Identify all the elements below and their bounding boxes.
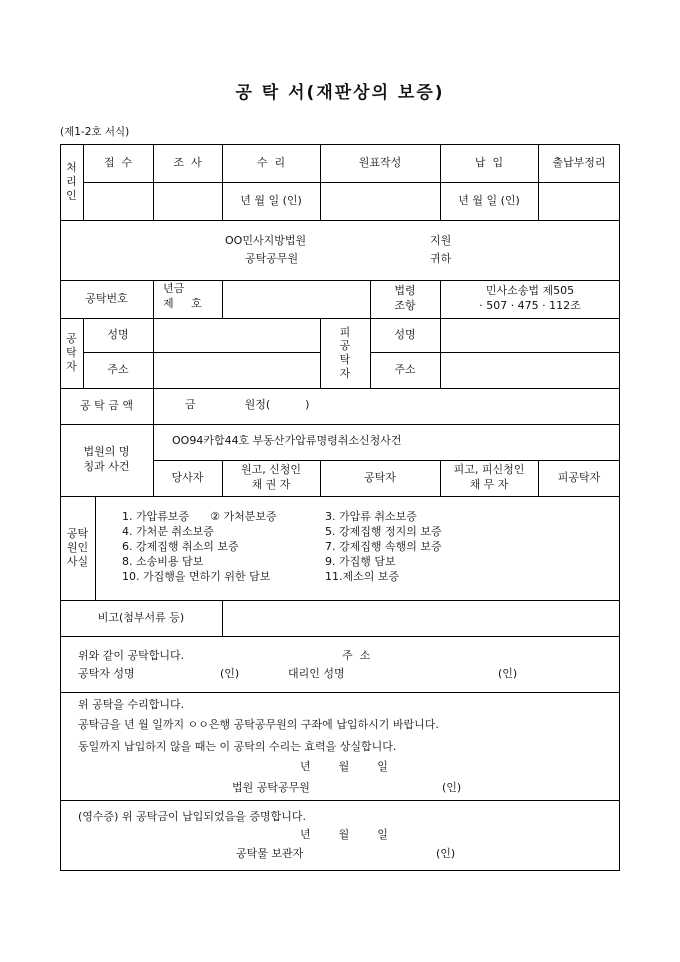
form-number: (제1-2호 서식) — [60, 126, 130, 138]
deposit-officer: 공탁공무원 — [245, 252, 299, 265]
reason-item: 3. 가압류 취소보증 — [325, 510, 417, 523]
receipt-line: (영수증) 위 공탁금이 납입되었음을 증명합니다. — [78, 810, 306, 823]
plaintiff-label: 원고, 신청인 채 권 자 — [240, 463, 302, 491]
acceptance-seal: (인) — [442, 781, 462, 794]
honorific: 귀하 — [430, 252, 452, 265]
depositor-label: 공 탁 자 — [66, 332, 77, 373]
reason-item: 9. 가집행 담보 — [325, 555, 396, 568]
processor-label: 처 리 인 — [66, 161, 77, 202]
acceptance-date-seal[interactable]: 년 월 일 (인) — [240, 193, 302, 207]
reason-item: 7. 강제집행 속행의 보증 — [325, 540, 442, 553]
deposit-number-label: 공탁번호 — [85, 291, 128, 305]
reason-item: 6. 강제집행 취소의 보증 — [122, 540, 239, 553]
receipt-date: 년 월 일 — [300, 828, 388, 841]
acceptance-signer: 법원 공탁공무원 — [232, 781, 310, 794]
receipt-seal: (인) — [436, 847, 456, 860]
header-acceptance: 수 리 — [256, 155, 286, 169]
amount-label: 공 탁 금 액 — [80, 398, 133, 412]
agent-seal: (인) — [498, 667, 518, 680]
header-investigation: 조 사 — [173, 155, 202, 169]
reason-item: 4. 가처분 취소보증 — [122, 525, 214, 538]
document-title: 공 탁 서(재판상의 보증) — [235, 83, 445, 103]
court-name: OO민사지방법원 — [225, 234, 307, 247]
case-depositee-label: 피공탁자 — [557, 470, 601, 484]
reason-item: 5. 강제집행 정지의 보증 — [325, 525, 442, 538]
defendant-label: 피고, 피신청인 채 무 자 — [453, 463, 525, 491]
header-ledger: 출납부정리 — [552, 155, 606, 169]
header-original-entry: 원표작성 — [358, 155, 402, 169]
amount-value: 금 원정( ) — [185, 398, 310, 411]
acceptance-line: 공탁금을 년 월 일까지 ㅇㅇ은행 공탁공무원의 구좌에 납입하시기 바랍니다. — [78, 718, 439, 731]
case-label: 법원의 명 칭과 사건 — [83, 445, 130, 473]
law-clause-label: 법령 조항 — [394, 284, 416, 312]
declaration-text: 위와 같이 공탁합니다. — [78, 649, 185, 662]
acceptance-line: 위 공탁을 수리합니다. — [78, 698, 185, 711]
case-depositor-label: 공탁자 — [364, 470, 396, 484]
depositor-seal: (인) — [220, 667, 240, 680]
remarks-label: 비고(첨부서류 등) — [97, 610, 185, 624]
depositor-name-label: 성명 — [107, 327, 129, 341]
receipt-signer: 공탁물 보관자 — [236, 847, 304, 860]
deposit-year-number: 년금 제 호 — [163, 282, 202, 310]
reason-item: 1. 가압류보증 ② 가처분보증 — [122, 510, 277, 523]
law-clause-value: 민사소송법 제505 · 507 · 475 · 112조 — [479, 284, 581, 312]
payment-date-seal[interactable]: 년 월 일 (인) — [458, 193, 520, 207]
case-name: OO94카합44호 부동산가압류명령취소신청사건 — [172, 434, 402, 447]
court-branch: 지원 — [430, 234, 452, 247]
header-payment: 납 입 — [474, 155, 504, 169]
party-label: 당사자 — [171, 470, 204, 484]
depositor-address-label: 주소 — [107, 362, 129, 376]
declaration-address: 주 소 — [342, 649, 371, 662]
agent-name-line: 대리인 성명 — [288, 667, 345, 680]
depositee-name-label: 성명 — [394, 327, 416, 341]
header-receipt: 접 수 — [103, 155, 133, 169]
depositor-name-line: 공탁자 성명 — [78, 667, 135, 680]
reason-label: 공탁 원인 사실 — [66, 527, 89, 568]
acceptance-line: 동일까지 납입하지 않을 때는 이 공탁의 수리는 효력을 상실합니다. — [78, 740, 397, 753]
reason-item: 8. 소송비용 담보 — [122, 555, 204, 568]
acceptance-date: 년 월 일 — [300, 760, 388, 773]
reason-item: 10. 가집행을 면하기 위한 담보 — [122, 570, 271, 583]
depositee-label: 피 공 탁 자 — [339, 325, 351, 380]
reason-item: 11.제소의 보증 — [325, 570, 400, 583]
depositee-address-label: 주소 — [394, 362, 416, 376]
